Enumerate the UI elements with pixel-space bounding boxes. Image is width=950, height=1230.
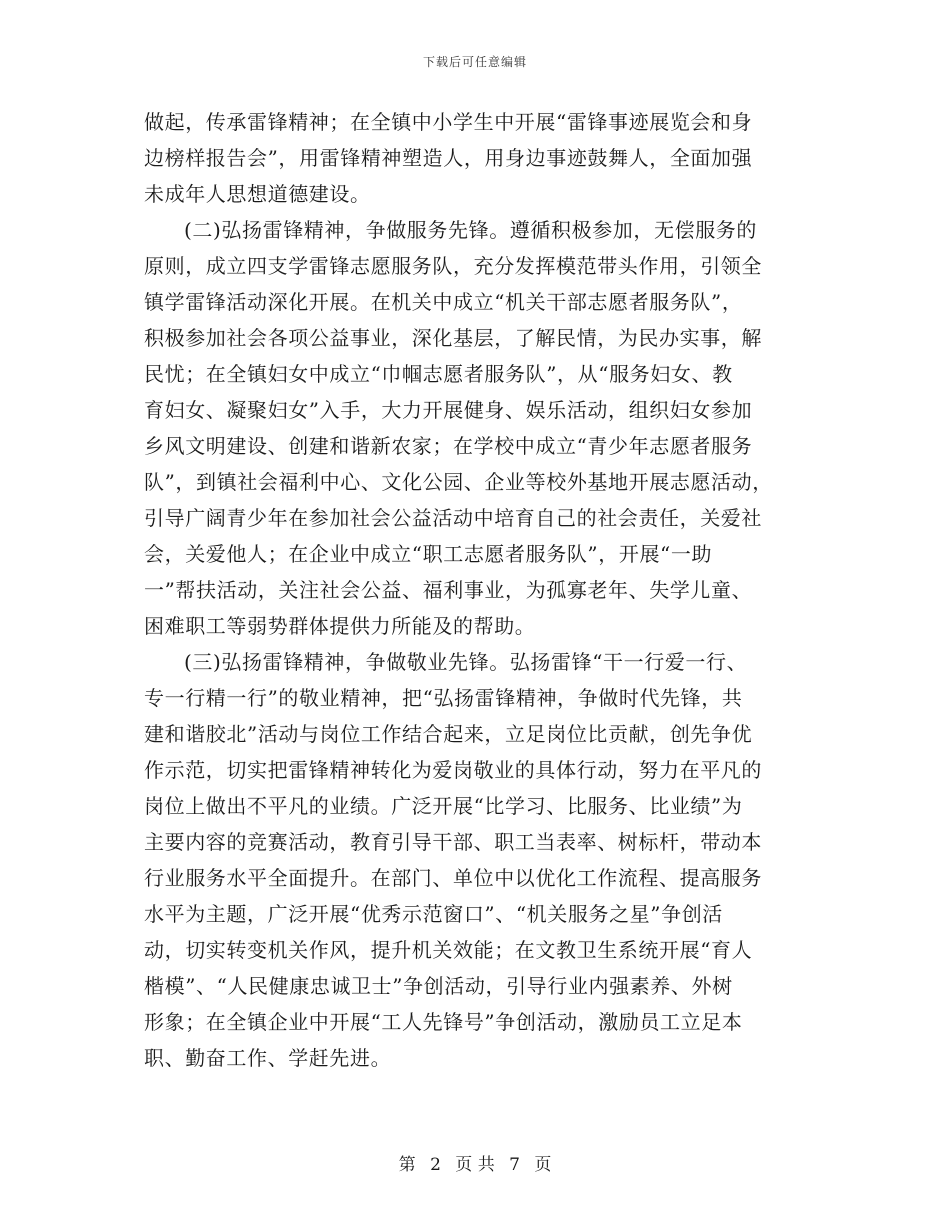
page-footer <box>0 1150 950 1175</box>
footer-middle: 页 共 <box>455 1155 495 1175</box>
text-line: 积极参加社会各项公益事业，深化基层，了解民情，为民办实事，解 <box>144 326 762 350</box>
text-line: 边榜样报告会”，用雷锋精神塑造人，用身边事迹鼓舞人，全面加强 <box>144 146 753 170</box>
text-line: 动，切实转变机关作风，提升机关效能；在文教卫生系统开展“育人 <box>144 938 753 962</box>
text-line: 水平为主题，广泛开展“优秀示范窗口”、“机关服务之星”争创活 <box>144 902 723 926</box>
total-page-count: 7 <box>509 1155 520 1175</box>
text-line: 职、勤奋工作、学赶先进。 <box>144 1046 392 1070</box>
text-line: 形象；在全镇企业中开展“工人先锋号”争创活动，激励员工立足本 <box>144 1010 743 1034</box>
text-line: 岗位上做出不平凡的业绩。广泛开展“比学习、比服务、比业绩”为 <box>144 794 743 818</box>
text-line: 困难职工等弱势群体提供力所能及的帮助。 <box>144 614 536 638</box>
text-line: 引导广阔青少年在参加社会公益活动中培育自己的社会责任，关爱社 <box>144 506 762 530</box>
text-line: 队”，到镇社会福利中心、文化公园、企业等校外基地开展志愿活动， <box>144 470 773 494</box>
document-body <box>144 104 800 1076</box>
text-line: 会，关爱他人；在企业中成立“职工志愿者服务队”，开展“一助 <box>144 542 713 566</box>
paragraph-start-line: (三)弘扬雷锋精神，争做敬业先锋。弘扬雷锋“干一行爱一行、 <box>184 650 748 674</box>
text-line: 育妇女、凝聚妇女”入手，大力开展健身、娱乐活动，组织妇女参加 <box>144 398 753 422</box>
text-line: 作示范，切实把雷锋精神转化为爱岗敬业的具体行动，努力在平凡的 <box>144 758 762 782</box>
text-line: 专一行精一行”的敬业精神，把“弘扬雷锋精神，争做时代先锋，共 <box>144 686 743 710</box>
text-line: 楷模”、“人民健康忠诚卫士”争创活动，引导行业内强素养、外树 <box>144 974 733 998</box>
footer-suffix: 页 <box>534 1155 552 1175</box>
current-page-number: 2 <box>430 1155 441 1175</box>
text-line: 民忧；在全镇妇女中成立“巾帼志愿者服务队”，从“服务妇女、教 <box>144 362 733 386</box>
text-line: 主要内容的竞赛活动，教育引导干部、职工当表率、树标杆，带动本 <box>144 830 762 854</box>
header-note: 下载后可任意编辑 <box>422 55 527 69</box>
footer-prefix: 第 <box>398 1155 416 1175</box>
text-line: 建和谐胶北”活动与岗位工作结合起来，立足岗位比贡献，创先争优 <box>144 722 753 746</box>
text-line: 原则，成立四支学雷锋志愿服务队，充分发挥模范带头作用，引领全 <box>144 254 762 278</box>
paragraph-start-line: (二)弘扬雷锋精神，争做服务先锋。遵循积极参加，无偿服务的 <box>184 218 758 242</box>
text-line: 未成年人思想道德建设。 <box>144 182 371 206</box>
text-line: 做起，传承雷锋精神；在全镇中小学生中开展“雷锋事迹展览会和身 <box>144 110 753 134</box>
text-line: 镇学雷锋活动深化开展。在机关中成立“机关干部志愿者服务队”， <box>144 290 743 314</box>
text-line: 一”帮扶活动，关注社会公益、福利事业，为孤寡老年、失学儿童、 <box>144 578 753 602</box>
text-line: 乡风文明建设、创建和谐新农家；在学校中成立“青少年志愿者服务 <box>144 434 753 458</box>
text-line: 行业服务水平全面提升。在部门、单位中以优化工作流程、提高服务 <box>144 866 762 890</box>
